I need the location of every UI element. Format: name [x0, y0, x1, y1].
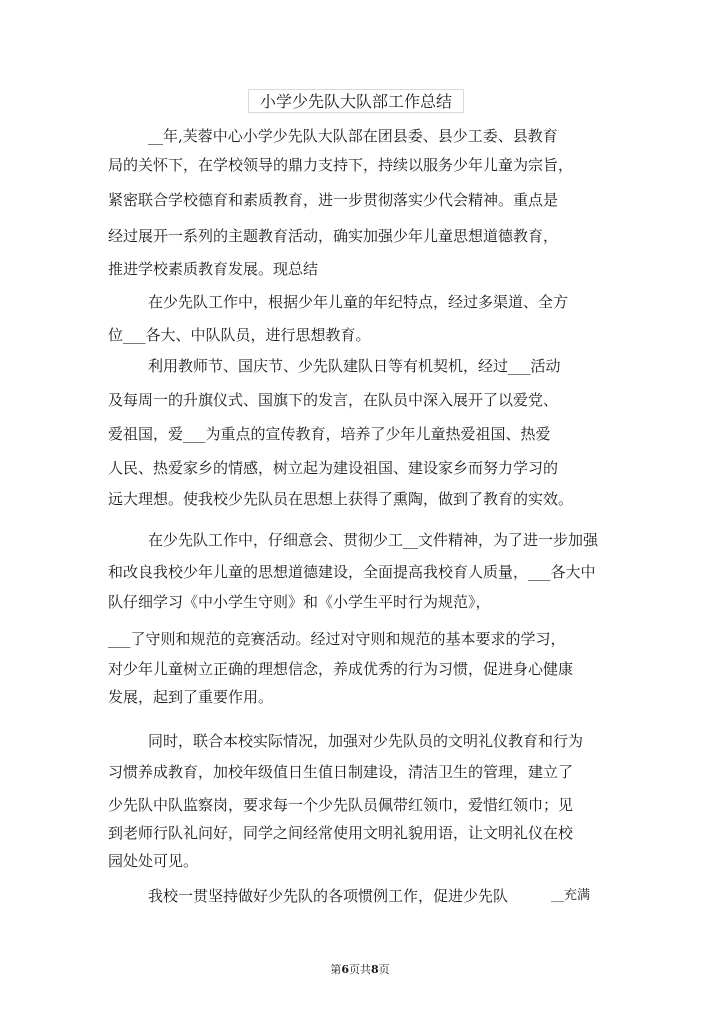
body-line: 远大理想。使我校少先队员在思想上获得了熏陶，做到了教育的实效。 [108, 490, 574, 508]
footer-prefix: 第 [330, 963, 342, 976]
body-line: 对少年儿童树立正确的理想信念，养成优秀的行为习惯，促进身心健康 [108, 660, 574, 678]
body-line: 紧密联合学校德育和素质教育，进一步贯彻落实少代会精神。重点是 [108, 191, 559, 209]
body-line: 少先队中队监察岗，要求每一个少先队员佩带红领巾，爱惜红领巾；见 [108, 796, 574, 814]
footer-current-page: 6 [341, 963, 349, 976]
footer-middle: 页共 [349, 963, 371, 976]
body-line: 利用教师节、国庆节、少先队建队日等有机契机，经过___活动 [148, 357, 561, 375]
body-line: __年,芙蓉中心小学少先队大队部在团县委、县少工委、县教育 [148, 127, 558, 145]
body-line: 局的关怀下，在学校领导的鼎力支持下，持续以服务少年儿童为宗旨， [108, 156, 574, 174]
body-line: 在少先队工作中，仔细意会、贯彻少工__文件精神，为了进一步加强 [148, 531, 599, 549]
body-line: ___了守则和规范的竞赛活动。经过对守则和规范的基本要求的学习， [108, 630, 566, 648]
body-line: 园处处可见。 [108, 852, 199, 870]
footer-suffix: 页 [378, 963, 390, 976]
body-line: 和改良我校少年儿童的思想道德建设，全面提高我校育人质量，___各大中 [108, 563, 596, 581]
body-line: 习惯养成教育，加校年级值日生值日制建设，清洁卫生的管理，建立了 [108, 763, 574, 781]
body-line: 爱祖国，爱___为重点的宣传教育，培养了少年儿童热爱祖国、热爱 [108, 425, 551, 443]
document-title: 小学少先队大队部工作总结 [248, 89, 464, 113]
body-line: 位___各大、中队队员，进行思想教育。 [108, 326, 371, 344]
body-line: __充满 [551, 888, 591, 903]
body-line: 我校一贯坚持做好少先队的各项惯例工作，促进少先队 [148, 887, 509, 905]
body-line: 同时，联合本校实际情况，加强对少先队员的文明礼仪教育和行为 [148, 732, 584, 750]
page-footer [0, 963, 720, 977]
body-line: 及每周一的升旗仪式、国旗下的发言，在队员中深入展开了以爱党、 [108, 391, 559, 409]
body-line: 在少先队工作中，根据少年儿童的年纪特点，经过多渠道、全方 [148, 293, 569, 311]
body-line: 推进学校素质教育发展。现总结 [108, 260, 319, 278]
body-line: 队仔细学习《中小学生守则》和《小学生平时行为规范》， [108, 593, 491, 611]
body-line: 经过展开一系列的主题教育活动，确实加强少年儿童思想道德教育， [108, 227, 559, 245]
body-line: 到老师行队礼问好，同学之间经常使用文明礼貌用语，让文明礼仪在校 [108, 824, 574, 842]
body-line: 发展，起到了重要作用。 [108, 688, 274, 706]
footer-total-pages: 8 [371, 963, 379, 976]
body-line: 人民、热爱家乡的情感，树立起为建设祖国、建设家乡而努力学习的 [108, 459, 559, 477]
